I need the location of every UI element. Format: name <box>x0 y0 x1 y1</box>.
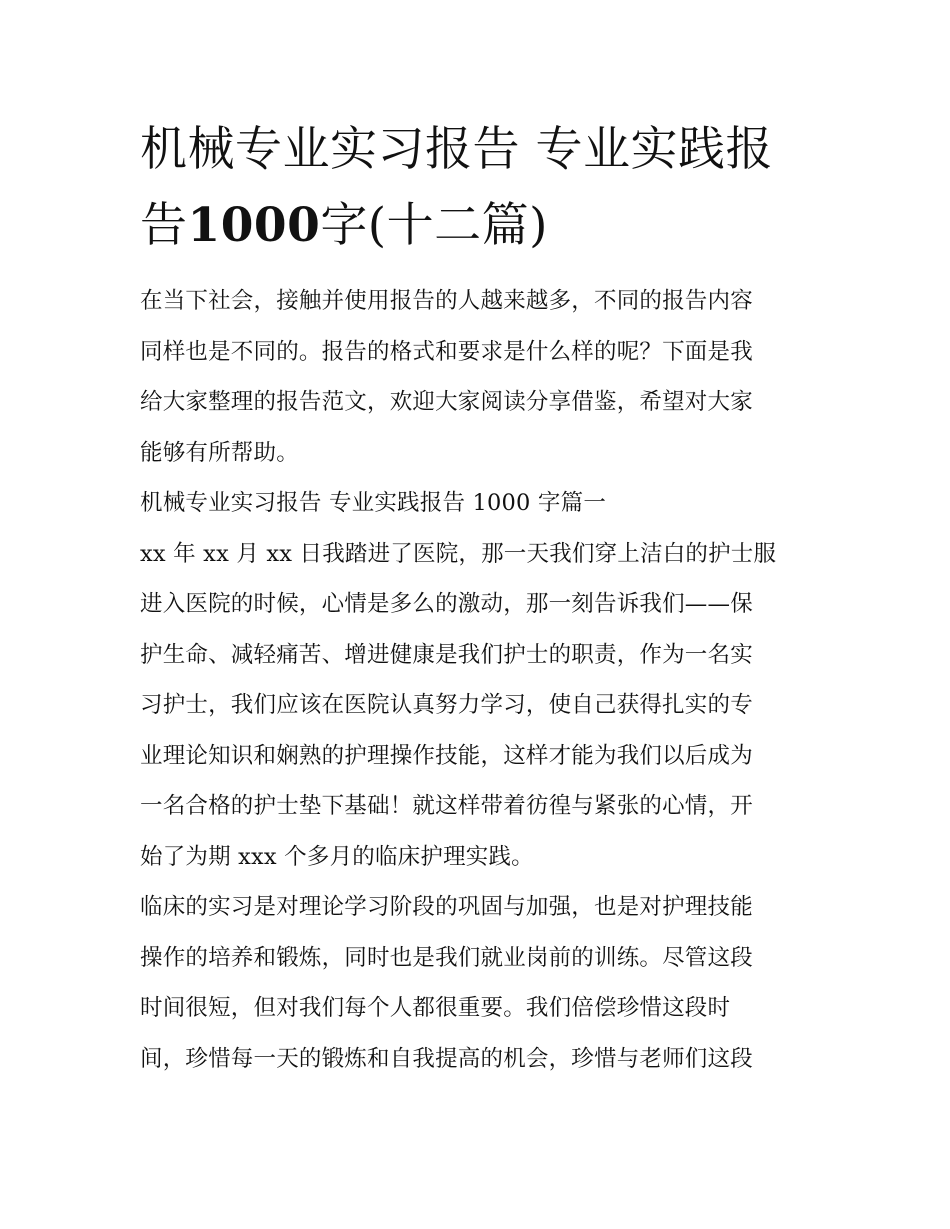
title-line-1: 机械专业实习报告 专业实践报 <box>140 122 773 177</box>
intro-paragraph <box>140 276 820 478</box>
intro-line: 在当下社会，接触并使用报告的人越来越多，不同的报告内容 <box>140 288 753 314</box>
document-title <box>140 112 820 264</box>
body-paragraph-2 <box>140 882 820 1084</box>
paragraph-line: 始了为期 xxx 个多月的临床护理实践。 <box>140 843 534 870</box>
paragraph-line: 临床的实习是对理论学习阶段的巩固与加强，也是对护理技能 <box>140 894 753 920</box>
paragraph-line: 间，珍惜每一天的锻炼和自我提高的机会，珍惜与老师们这段 <box>140 1045 753 1072</box>
title-number: 1000 <box>187 198 321 253</box>
paragraph-line: xx 年 xx 月 xx 日我踏进了医院，那一天我们穿上洁白的护士服 <box>140 540 777 567</box>
title-line-2 <box>140 188 820 264</box>
paragraph-line: 习护士，我们应该在医院认真努力学习，使自己获得扎实的专 <box>140 692 753 718</box>
section-heading <box>140 478 820 529</box>
intro-line: 同样也是不同的。报告的格式和要求是什么样的呢？下面是我 <box>140 338 753 365</box>
section-heading-text: 机械专业实习报告 专业实践报告 1000 字篇一 <box>140 490 607 516</box>
paragraph-line: 业理论知识和娴熟的护理操作技能，这样才能为我们以后成为 <box>140 742 753 769</box>
title-line-2-part-c: 字(十二篇) <box>320 198 548 253</box>
paragraph-line: 操作的培养和锻炼，同时也是我们就业岗前的训练。尽管这段 <box>140 944 753 971</box>
paragraph-line: 进入医院的时候，心情是多么的激动，那一刻告诉我们——保 <box>140 591 753 617</box>
paragraph-line: 护生命、减轻痛苦、增进健康是我们护士的职责，作为一名实 <box>140 641 753 668</box>
intro-line: 给大家整理的报告范文，欢迎大家阅读分享借鉴，希望对大家 <box>140 389 753 415</box>
intro-line: 能够有所帮助。 <box>140 439 299 466</box>
title-line-2-part-a: 告 <box>140 198 188 253</box>
paragraph-line: 一名合格的护士垫下基础！就这样带着彷徨与紧张的心情，开 <box>140 793 753 819</box>
paragraph-line: 时间很短，但对我们每个人都很重要。我们倍偿珍惜这段时 <box>140 995 731 1021</box>
body-paragraph-1 <box>140 529 820 883</box>
document-content <box>140 112 820 1084</box>
